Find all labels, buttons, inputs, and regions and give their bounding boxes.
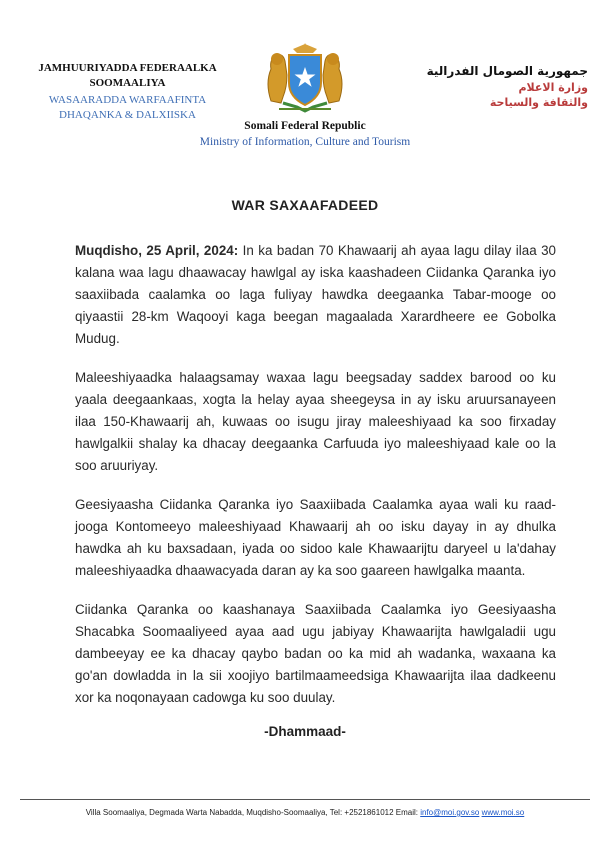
english-ministry: Ministry of Information, Culture and Tourism [199, 136, 411, 148]
arabic-ministry-line1: وزارة الاعلام [518, 81, 588, 94]
english-country: Somali Federal Republic [244, 120, 366, 132]
letterhead-english [0, 118, 610, 150]
somali-country-line1: JAMHUURIYADDA FEDERAALKA [38, 62, 217, 74]
press-release-title: WAR SAXAAFADEED [231, 197, 379, 213]
press-release-body [75, 240, 556, 726]
arabic-country: جمهورية الصومال الفدرالية [426, 64, 588, 78]
paragraph-3: Geesiyaasha Ciidanka Qaranka iyo Saaxiibada Caalamka ayaa wali ku raad-jooga Kontomeeyo maleeshiyaad Khawaarij ah oo isku dayay in ay dhulka hawdka ah ku baxsadaan, iyada oo sidoo kale Khawaarijtu daryeel u la'dahay maleeshiyaadka dhaawacyada daran ay ka soo gaareen hawlgalka maanta. [75, 497, 556, 578]
closing-mark: -Dhammaad- [264, 724, 346, 739]
dateline: Muqdisho, 25 April, 2024: [75, 243, 239, 258]
paragraph-1-text: In ka badan 70 Khawaarij ah ayaa lagu dilay ilaa 30 kalana waa lagu dhaawacay hawlgal ay iska kaashadeen Ciidanka Qaranka iyo saaxiibada caalamka oo laga fuliyay hawdka deegaanka Tabar-mooge oo qiyaastii 28-km Waqooyi kaga beegan magaalada Xarardheere ee Gobolka Mudug. [75, 243, 556, 346]
paragraph-4: Ciidanka Qaranka oo kaashanaya Saaxiibada Caalamka iyo Geesiyaasha Shacabka Soomaaliyeed ayaa aad ugu jabiyay Khawaarijta hawlgaladii ugu dambeeyay ee ka dhacay qaybo badan oo ka mid ah wadanka, waxaana ka go'an dowladda in la sii xoojiyo bartilmaameedsiga Khawaarijta ilaa dadkeenu xor ka noqonayaan cadowga ku soo duulay. [75, 602, 556, 705]
letterhead-somali [20, 61, 235, 123]
footer-divider [20, 799, 590, 800]
paragraph-2: Maleeshiyaadka halaagsamay waxaa lagu beegsaday saddex barood oo ku yaala deegaankaas, xogta la helay ayaa sheegeysa in ay isku aruursanayeen ilaa 150-Khawaarij ah, kuwaas oo isugu jiray maleeshiyaad ka soo firxaday hawlgalkii shalay ka dhacay deegaanka Carfuuda iyo maleeshiyaad kale oo la soo aruuriyay. [75, 370, 556, 473]
arabic-ministry-line2: والثقافة والسياحة [489, 96, 588, 109]
footer-address: Villa Soomaaliya, Degmada Warta Nabadda, Muqdisho-Soomaaliya, Tel: +2521861012 Email: [85, 808, 421, 817]
footer-email-link[interactable]: info@moi.gov.so [420, 808, 480, 817]
coat-of-arms-icon [253, 41, 357, 115]
somali-ministry-line1: WASAARADDA WARFAAFINTA [48, 94, 207, 106]
footer-website-link[interactable]: www.moi.so [481, 808, 525, 817]
footer [0, 808, 610, 817]
somali-country-line2: SOOMAALIYA [89, 77, 166, 89]
letterhead-arabic [398, 62, 588, 110]
somali-ministry-line2: DHAQANKA & DALXIISKA [59, 109, 196, 121]
paragraph-1 [75, 240, 556, 350]
